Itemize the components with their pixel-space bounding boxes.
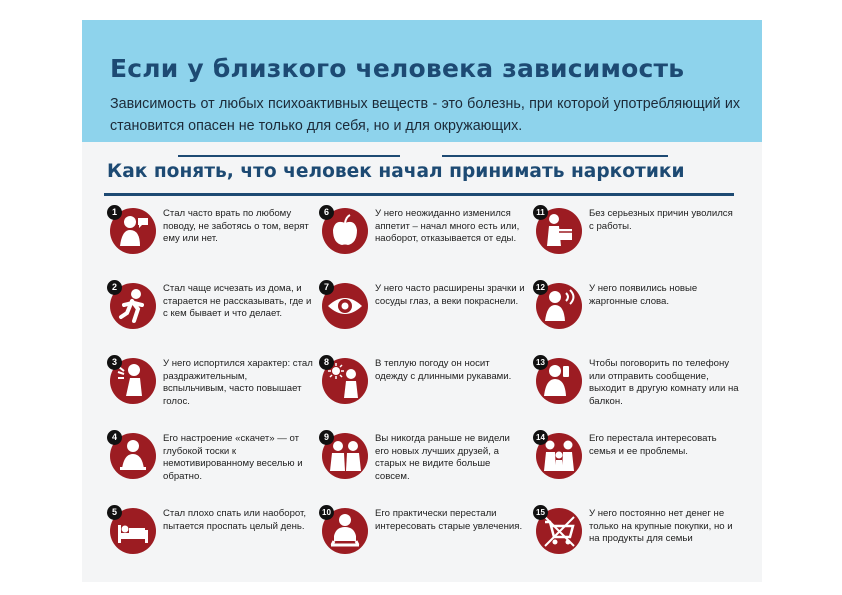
sign-number-badge: 11 bbox=[533, 205, 548, 220]
sign-number-badge: 1 bbox=[107, 205, 122, 220]
sign-item bbox=[110, 208, 320, 272]
sign-text: Его практически перестали интересовать старые увлечения. bbox=[375, 508, 523, 532]
decor-rule-right bbox=[442, 155, 668, 157]
sign-item bbox=[536, 358, 746, 422]
sign-text: Стал чаще исчезать из дома, и старается не рассказывать, где и с кем бывает и что делает. bbox=[163, 283, 312, 320]
sign-number-badge: 4 bbox=[107, 430, 122, 445]
sign-item bbox=[110, 508, 320, 572]
lead-paragraph: Зависимость от любых психоактивных веществ - это болезнь, при которой употребляющий их становится опасен не только для себя, но и для окружающих. bbox=[110, 96, 740, 134]
sign-item bbox=[322, 208, 532, 272]
sign-number-badge: 10 bbox=[319, 505, 334, 520]
sign-text: Стал плохо спать или наоборот, пытается проспать целый день. bbox=[163, 508, 307, 532]
sign-text: Вы никогда раньше не видели его новых лучших друзей, а старых не видите больше совсем. bbox=[375, 433, 510, 482]
sign-item bbox=[110, 283, 320, 347]
sign-number-badge: 14 bbox=[533, 430, 548, 445]
sign-item bbox=[322, 433, 532, 497]
sign-text: У него появились новые жаргонные слова. bbox=[589, 283, 698, 307]
sign-number-badge: 15 bbox=[533, 505, 548, 520]
sign-number-badge: 3 bbox=[107, 355, 122, 370]
sign-text: Без серьезных причин уволился с работы. bbox=[589, 208, 733, 232]
sign-item bbox=[536, 208, 746, 272]
sign-item bbox=[322, 283, 532, 347]
poster-title: Если у близкого человека зависимость bbox=[110, 54, 685, 83]
sign-number-badge: 5 bbox=[107, 505, 122, 520]
subtitle-underline bbox=[104, 193, 734, 196]
sign-item bbox=[110, 433, 320, 497]
sign-number-badge: 8 bbox=[319, 355, 334, 370]
sign-item bbox=[322, 508, 532, 572]
sign-text: Его настроение «скачет» — от глубокой тоски к немотивированному веселью и обратно. bbox=[163, 433, 303, 482]
sign-number-badge: 12 bbox=[533, 280, 548, 295]
sign-number-badge: 9 bbox=[319, 430, 334, 445]
sign-number-badge: 7 bbox=[319, 280, 334, 295]
sign-text: Чтобы поговорить по телефону или отправить сообщение, выходит в другую комнату или на балкон. bbox=[589, 358, 739, 407]
sign-number-badge: 6 bbox=[319, 205, 334, 220]
sign-text: У него часто расширены зрачки и сосуды глаз, а веки покраснели. bbox=[375, 283, 525, 307]
sign-item bbox=[322, 358, 532, 422]
header-banner bbox=[82, 20, 762, 142]
sign-text: Стал часто врать по любому поводу, не заботясь о том, верят ему или нет. bbox=[163, 208, 309, 245]
sign-item bbox=[536, 283, 746, 347]
sign-text: У него постоянно нет денег не только на крупные покупки, но и на продукты для семьи bbox=[589, 508, 733, 545]
infographic-poster bbox=[82, 20, 762, 582]
decor-rule-left bbox=[178, 155, 400, 157]
sign-number-badge: 13 bbox=[533, 355, 548, 370]
sign-item bbox=[536, 433, 746, 497]
sign-text: Его перестала интересовать семья и ее проблемы. bbox=[589, 433, 717, 457]
sign-number-badge: 2 bbox=[107, 280, 122, 295]
sign-text: У него неожиданно изменился аппетит – начал много есть или, наоборот, отказывается от еды. bbox=[375, 208, 520, 245]
sign-item bbox=[110, 358, 320, 422]
sign-text: В теплую погоду он носит одежду с длинными рукавами. bbox=[375, 358, 512, 382]
section-subtitle: Как понять, что человек начал принимать наркотики bbox=[107, 161, 685, 182]
sign-text: У него испортился характер: стал раздражительным, вспыльчивым, часто повышает голос. bbox=[163, 358, 313, 407]
sign-item bbox=[536, 508, 746, 572]
